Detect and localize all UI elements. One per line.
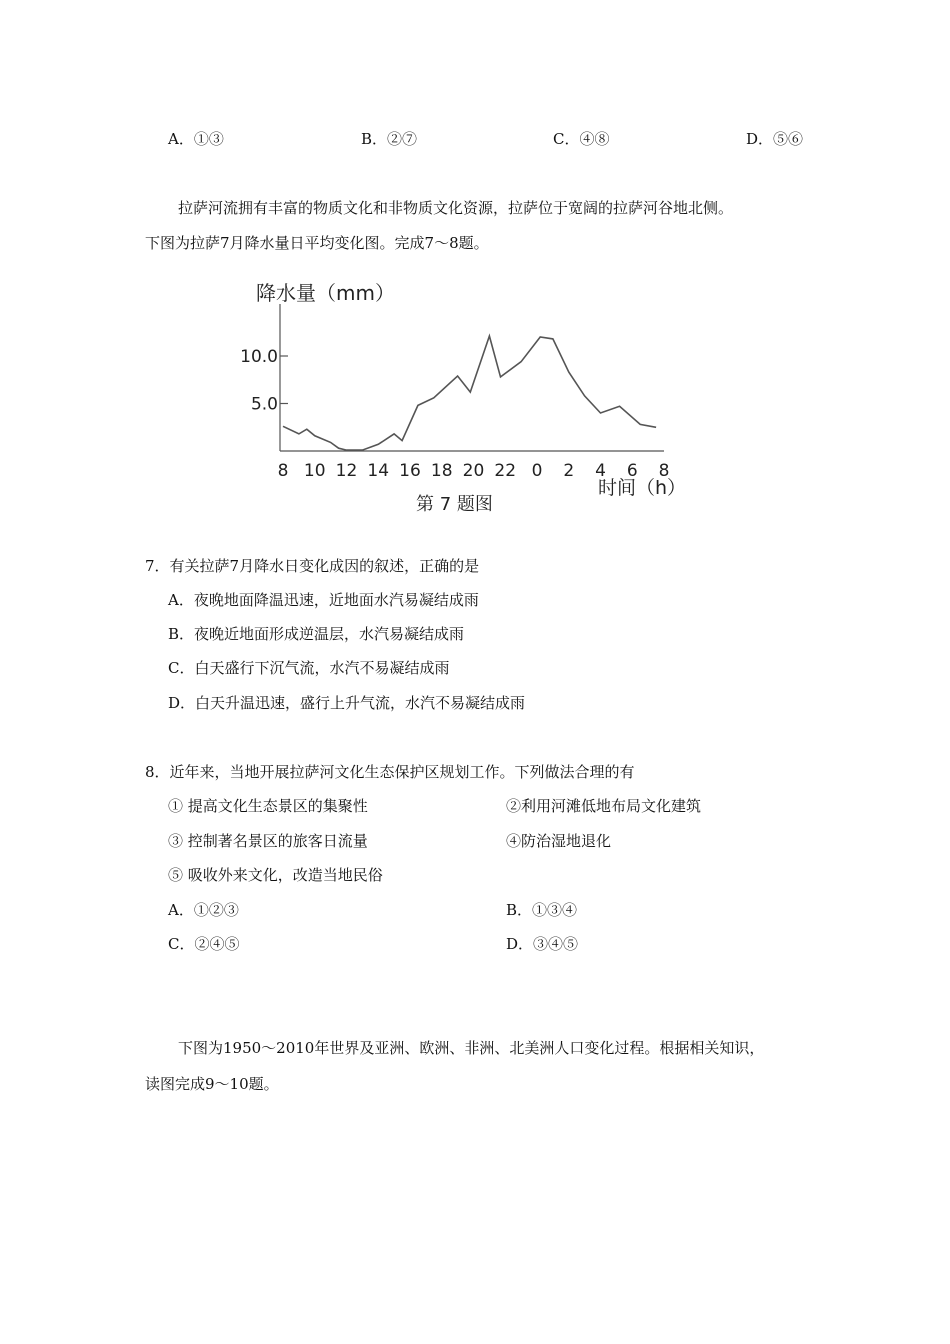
q7-option-d: D．白天升温迅速，盛行上升气流，水汽不易凝结成雨 — [168, 694, 526, 712]
intro-7-8-line2: 下图为拉萨7月降水量日平均变化图。完成7～8题。 — [145, 234, 489, 252]
q6-option-b: B．②⑦ — [361, 130, 418, 148]
q7-stem: 7．有关拉萨7月降水日变化成因的叙述，正确的是 — [145, 557, 480, 575]
intro-7-8-line1: 拉萨河流拥有丰富的物质文化和非物质文化资源，拉萨位于宽阔的拉萨河谷地北侧。 — [178, 199, 734, 217]
intro-9-10-line2: 读图完成9～10题。 — [145, 1075, 279, 1093]
q8-item-1: ① 提高文化生态景区的集聚性 — [168, 797, 368, 815]
x-tick-label: 18 — [430, 461, 453, 481]
q7-option-c: C．白天盛行下沉气流，水汽不易凝结成雨 — [168, 659, 450, 677]
y-ticks — [240, 347, 288, 415]
q7-option-b: B．夜晚近地面形成逆温层，水汽易凝结成雨 — [168, 625, 465, 643]
q7-option-a: A．夜晚地面降温迅速，近地面水汽易凝结成雨 — [168, 591, 479, 609]
x-tick-label: 20 — [462, 461, 485, 481]
x-axis-label: 时间（h） — [598, 477, 687, 499]
x-tick-label: 8 — [277, 461, 289, 481]
x-tick-label: 4 — [595, 461, 606, 481]
x-tick-label: 22 — [494, 461, 517, 481]
q6-option-d: D．⑤⑥ — [746, 130, 804, 148]
q8-item-3: ③ 控制著名景区的旅客日流量 — [168, 832, 368, 850]
q8-item-2: ②利用河滩低地布局文化建筑 — [506, 797, 702, 815]
precipitation-series-line — [283, 336, 656, 450]
q8-option-c: C．②④⑤ — [168, 935, 240, 953]
intro-9-10-line1: 下图为1950～2010年世界及亚洲、欧洲、非洲、北美洲人口变化过程。根据相关知识， — [178, 1039, 765, 1057]
x-tick-label: 10 — [303, 461, 326, 481]
x-tick-label: 2 — [563, 461, 575, 481]
q8-item-5: ⑤ 吸收外来文化，改造当地民俗 — [168, 866, 383, 884]
q8-item-4: ④防治湿地退化 — [506, 832, 612, 850]
y-axis-label: 降水量（mm） — [256, 281, 395, 305]
y-tick-label: 10.0 — [240, 347, 278, 367]
q6-option-c: C．④⑧ — [553, 130, 610, 148]
x-tick-label: 0 — [531, 461, 543, 481]
q8-option-d: D．③④⑤ — [506, 935, 579, 953]
x-tick-label: 8 — [658, 461, 670, 481]
y-tick-label: 5.0 — [250, 394, 278, 415]
x-tick-label: 12 — [335, 461, 358, 481]
precipitation-chart — [240, 272, 710, 522]
q8-option-b: B．①③④ — [506, 901, 578, 919]
q6-option-a: A．①③ — [168, 130, 224, 148]
x-tick-label: 16 — [399, 461, 421, 481]
q8-stem: 8．近年来，当地开展拉萨河文化生态保护区规划工作。下列做法合理的有 — [145, 763, 635, 781]
chart-caption: 第 7 题图 — [416, 494, 493, 515]
x-tick-label: 6 — [626, 461, 638, 481]
q8-option-a: A．①②③ — [168, 901, 239, 919]
x-tick-label: 14 — [367, 461, 390, 481]
